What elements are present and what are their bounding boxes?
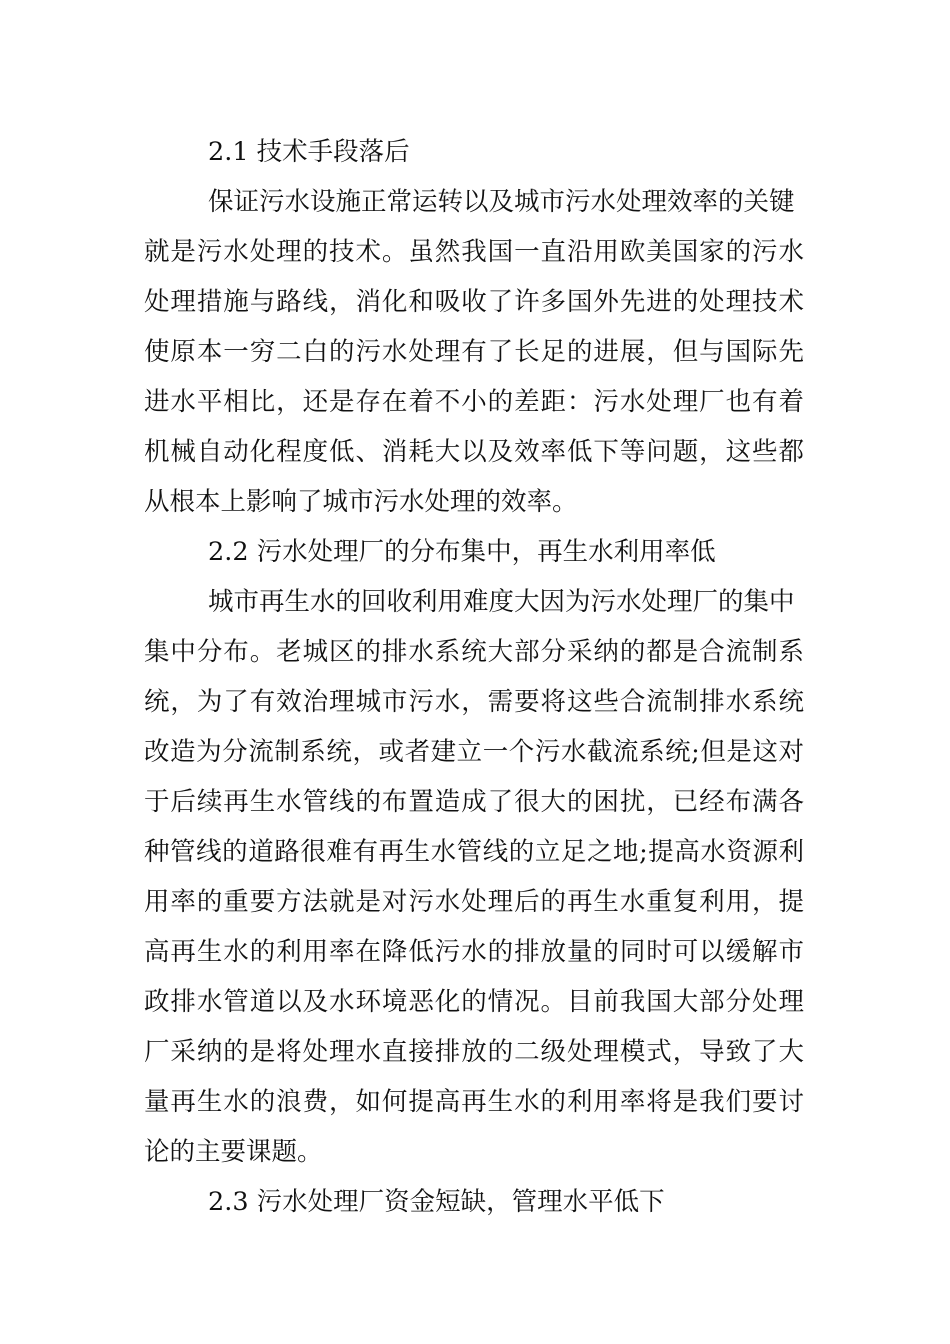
paragraph-line: 改造为分流制系统，或者建立一个污水截流系统;但是这对 bbox=[144, 737, 804, 767]
section-heading: 2.3 污水处理厂资金短缺，管理水平低下 bbox=[208, 1187, 665, 1217]
paragraph-line: 论的主要课题。 bbox=[144, 1137, 323, 1167]
paragraph-line: 厂采纳的是将处理水直接排放的二级处理模式，导致了大 bbox=[144, 1037, 804, 1067]
paragraph-line: 就是污水处理的技术。虽然我国一直沿用欧美国家的污水 bbox=[144, 237, 804, 267]
paragraph-line: 集中分布。老城区的排水系统大部分采纳的都是合流制系 bbox=[144, 637, 804, 667]
paragraph-line: 城市再生水的回收利用难度大因为污水处理厂的集中 bbox=[208, 587, 795, 617]
document-body bbox=[144, 127, 808, 1227]
paragraph-line: 保证污水设施正常运转以及城市污水处理效率的关键 bbox=[208, 187, 795, 217]
paragraph-line: 种管线的道路很难有再生水管线的立足之地;提高水资源利 bbox=[144, 837, 804, 867]
paragraph-line: 从根本上影响了城市污水处理的效率。 bbox=[144, 487, 578, 517]
paragraph-line: 使原本一穷二白的污水处理有了长足的进展，但与国际先 bbox=[144, 337, 804, 367]
paragraph-line: 处理措施与路线，消化和吸收了许多国外先进的处理技术 bbox=[144, 287, 804, 317]
paragraph-line: 量再生水的浪费，如何提高再生水的利用率将是我们要讨 bbox=[144, 1087, 804, 1117]
paragraph-line: 机械自动化程度低、消耗大以及效率低下等问题，这些都 bbox=[144, 437, 804, 467]
paragraph-line: 政排水管道以及水环境恶化的情况。目前我国大部分处理 bbox=[144, 987, 804, 1017]
section-heading: 2.1 技术手段落后 bbox=[208, 137, 410, 167]
paragraph-line: 于后续再生水管线的布置造成了很大的困扰，已经布满各 bbox=[144, 787, 804, 817]
section-heading: 2.2 污水处理厂的分布集中，再生水利用率低 bbox=[208, 537, 716, 567]
paragraph-line: 统，为了有效治理城市污水，需要将这些合流制排水系统 bbox=[144, 687, 804, 717]
paragraph-line: 用率的重要方法就是对污水处理后的再生水重复利用，提 bbox=[144, 887, 804, 917]
paragraph-line: 高再生水的利用率在降低污水的排放量的同时可以缓解市 bbox=[144, 937, 804, 967]
paragraph-line: 进水平相比，还是存在着不小的差距：污水处理厂也有着 bbox=[144, 387, 804, 417]
